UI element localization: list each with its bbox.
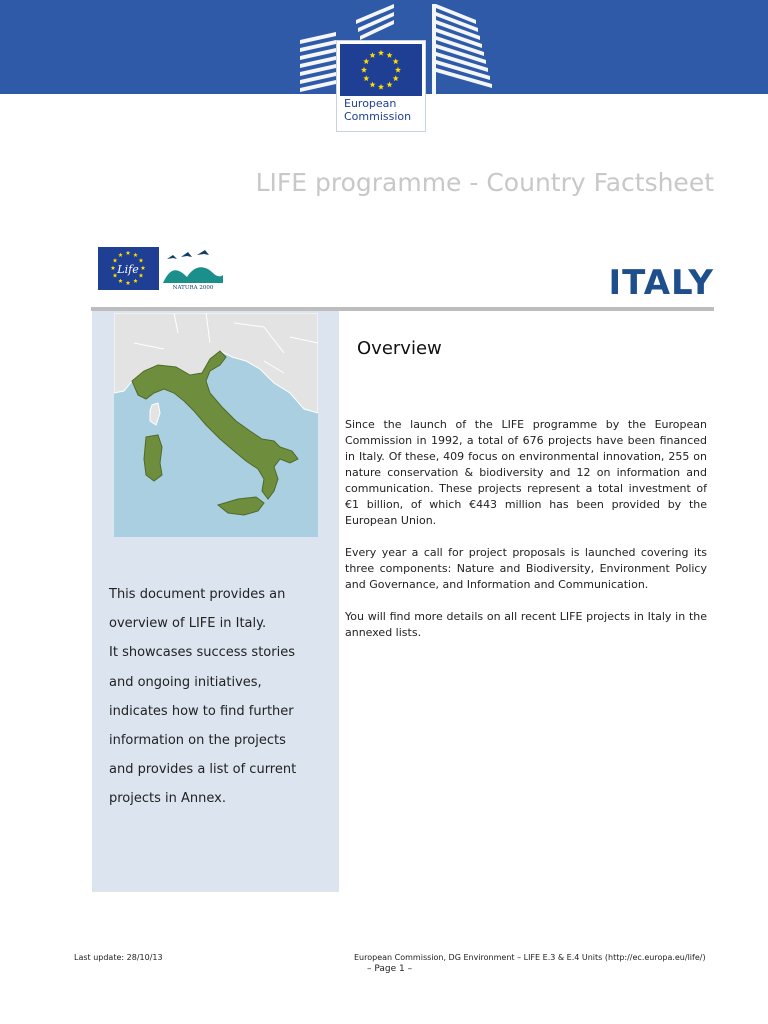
country-name: ITALY bbox=[608, 263, 714, 303]
european-commission-logo bbox=[336, 40, 426, 132]
org-name bbox=[344, 97, 411, 123]
sidebar-line: overview of LIFE in Italy. bbox=[109, 616, 267, 632]
org-line-1: European bbox=[344, 97, 397, 110]
overview-heading: Overview bbox=[357, 338, 442, 359]
document-title: LIFE programme - Country Factsheet bbox=[255, 168, 714, 197]
natura-logo-text: NATURA 2000 bbox=[172, 285, 214, 290]
sidebar-line: and provides a list of current bbox=[109, 762, 297, 778]
sidebar-line: information on the projects bbox=[109, 733, 286, 749]
sidebar-intro-text bbox=[109, 580, 324, 814]
italy-map-icon bbox=[114, 313, 318, 537]
natura-2000-logo-icon bbox=[161, 247, 224, 290]
sidebar-line: indicates how to find further bbox=[109, 703, 294, 719]
life-logo-text: Life bbox=[117, 263, 139, 276]
sidebar-line: projects in Annex. bbox=[109, 791, 226, 807]
overview-paragraph: Since the launch of the LIFE programme by the European Commission in 1992, a total of 676 projects have been financed in Italy. Of these, 409 focus on environmental innovation, 255 on nature conservation & biodiversity and 12 on information and communication. These projects represent a total investment of €1 billion, of which €443 million has been provided by the European Union. bbox=[345, 418, 707, 527]
overview-body bbox=[345, 417, 707, 657]
eu-flag-icon bbox=[340, 44, 422, 96]
sidebar-line: This document provides an bbox=[109, 587, 286, 602]
footer-source: European Commission, DG Environment – LIFE E.3 & E.4 Units (http://ec.europa.eu/life/) bbox=[354, 953, 706, 962]
org-line-2: Commission bbox=[344, 110, 412, 123]
overview-paragraph: Every year a call for project proposals is launched covering its three components: Nature and Biodiversity, Environment Policy and Governance, and Information and Communication. bbox=[345, 546, 707, 591]
life-logo-icon bbox=[98, 247, 159, 290]
sidebar-line: It showcases success stories bbox=[109, 645, 295, 661]
sidebar-line: and ongoing initiatives, bbox=[109, 674, 262, 690]
page-number: – Page 1 – bbox=[367, 964, 413, 974]
overview-paragraph: You will find more details on all recent LIFE projects in Italy in the annexed lists. bbox=[345, 610, 707, 639]
footer-last-update: Last update: 28/10/13 bbox=[74, 953, 163, 962]
